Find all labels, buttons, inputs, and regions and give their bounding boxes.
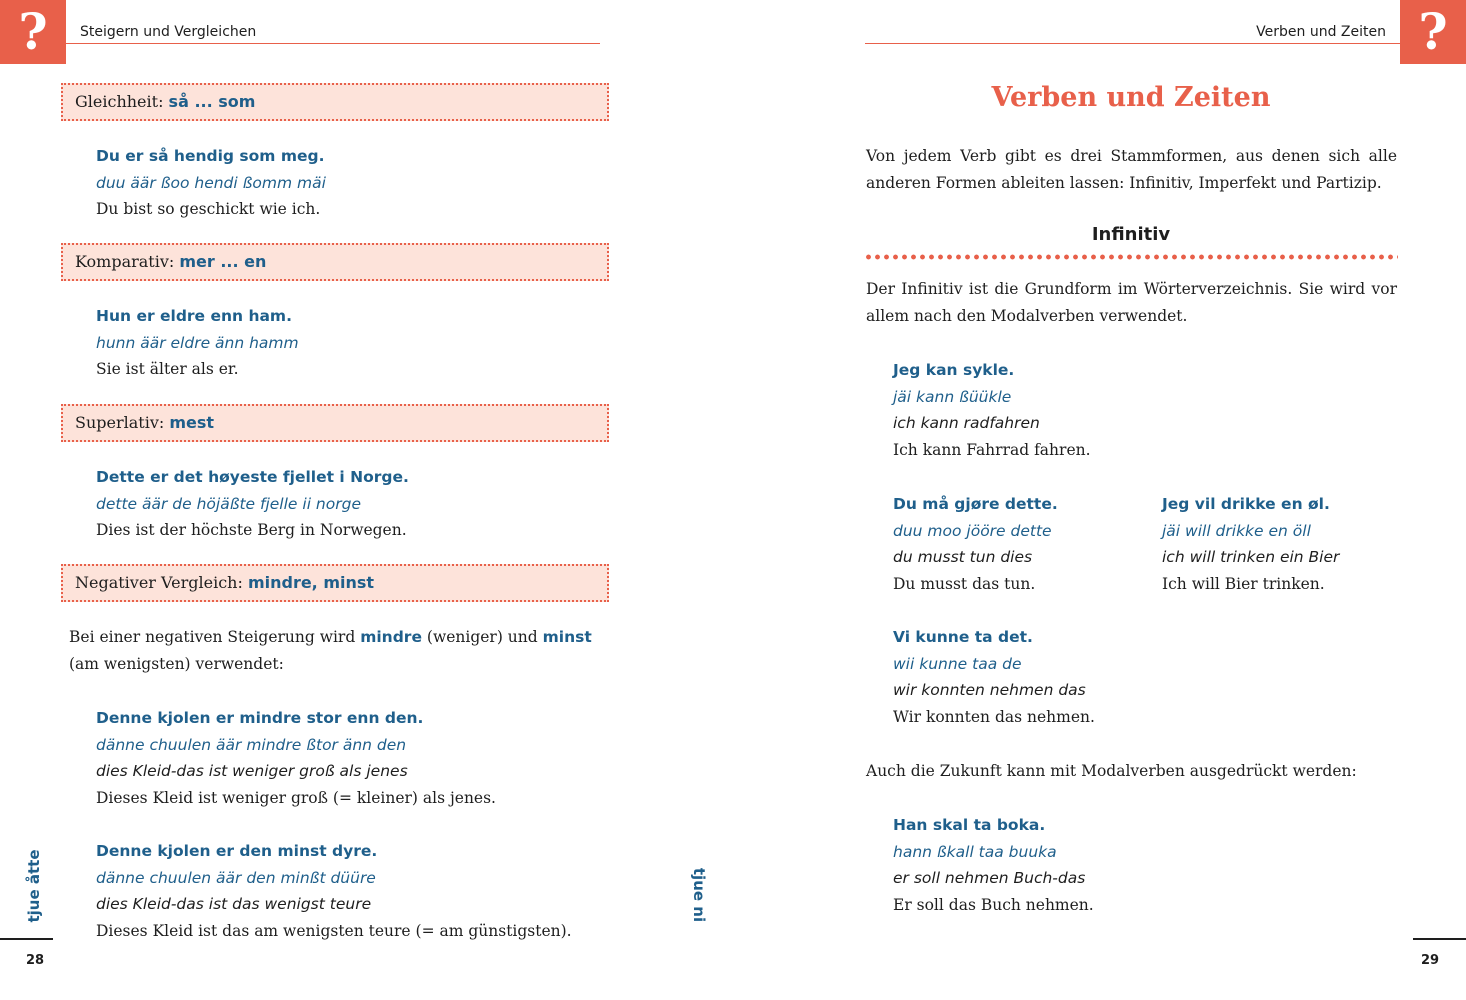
- footer-rule-left: [0, 938, 53, 940]
- future-paragraph: Auch die Zukunft kann mit Modalverben ausgedrückt werden:: [866, 762, 1357, 780]
- running-head-right: Verben und Zeiten: [1256, 24, 1386, 40]
- rule-box-equality: [61, 83, 609, 121]
- norwegian-sentence: Denne kjolen er mindre stor enn den.: [96, 709, 424, 727]
- section-title: Infinitiv: [1091, 224, 1171, 245]
- rule-label: Gleichheit:: [75, 92, 169, 111]
- section-dotted-rule: [864, 254, 1398, 260]
- pronunciation: duu äär ßoo hendi ßomm mäi: [96, 173, 326, 192]
- literal-translation: wir konnten nehmen das: [893, 681, 1086, 700]
- translation: Dieses Kleid ist weniger groß (= kleiner) als jenes.: [96, 789, 496, 808]
- rule-keyword: mer ... en: [179, 252, 267, 271]
- literal-translation: du musst tun dies: [893, 548, 1033, 567]
- translation: Ich will Bier trinken.: [1162, 575, 1325, 594]
- norwegian-sentence: Du må gjøre dette.: [893, 495, 1058, 513]
- footer-rule-right: [1413, 938, 1466, 940]
- rule-label: Komparativ:: [75, 252, 180, 271]
- chapter-title: Verben und Zeiten: [991, 82, 1271, 113]
- example-negative-comparative: [96, 705, 496, 812]
- norwegian-sentence: Vi kunne ta det.: [893, 628, 1033, 646]
- translation: Du bist so geschickt wie ich.: [96, 200, 321, 219]
- rule-keyword: mindre, minst: [247, 573, 375, 592]
- literal-translation: er soll nehmen Buch-das: [893, 869, 1086, 888]
- translation: Ich kann Fahrrad fahren.: [893, 441, 1091, 460]
- translation: Dieses Kleid ist das am wenigsten teure (= am günstigsten).: [96, 922, 572, 941]
- intro-paragraph: Von jedem Verb gibt es drei Stammformen, aus denen sich alle anderen Formen ableiten lassen: Infinitiv, Imperfekt und Partizip.: [866, 147, 1397, 192]
- pronunciation: hunn äär eldre änn hamm: [96, 333, 299, 352]
- paragraph-text: Bei einer negativen Steigerung wird: [69, 628, 361, 646]
- pronunciation: hann ßkall taa buuka: [893, 842, 1057, 861]
- keyword-mindre: mindre: [360, 628, 422, 646]
- example-kan: [893, 357, 1091, 464]
- norwegian-sentence: Dette er det høyeste fjellet i Norge.: [96, 468, 409, 486]
- example-kunne: [893, 624, 1095, 731]
- page-number-left: 28: [26, 953, 45, 968]
- page-number-words-right: tjue ni: [690, 867, 708, 923]
- norwegian-sentence: Jeg vil drikke en øl.: [1162, 495, 1330, 513]
- translation: Dies ist der höchste Berg in Norwegen.: [96, 521, 407, 540]
- pronunciation: jäi kann ßüükle: [893, 387, 1012, 406]
- literal-translation: ich will trinken ein Bier: [1162, 548, 1340, 567]
- rule-keyword: mest: [169, 413, 215, 432]
- pronunciation: dänne chuulen äär mindre ßtor änn den: [96, 735, 407, 754]
- literal-translation: ich kann radfahren: [893, 414, 1040, 433]
- paragraph-text: (am wenigsten) verwendet:: [69, 654, 284, 673]
- question-mark-badge-left: [0, 0, 66, 64]
- translation: Sie ist älter als er.: [96, 360, 239, 379]
- example-equality: [96, 143, 326, 223]
- translation: Du musst das tun.: [893, 575, 1036, 594]
- example-negative-superlative: [96, 838, 572, 945]
- paragraph-text: (weniger) und: [421, 628, 543, 646]
- header-rule-right: [865, 43, 1400, 44]
- literal-translation: dies Kleid-das ist weniger groß als jenes: [96, 762, 408, 781]
- rule-box-comparative: [61, 243, 609, 281]
- infinitive-paragraph: Der Infinitiv ist die Grundform im Wörterverzeichnis. Sie wird vor allem nach den Modalverben verwendet.: [866, 280, 1397, 325]
- rule-label: Superlativ:: [75, 413, 170, 432]
- rule-box-superlative: [61, 404, 609, 442]
- translation: Er soll das Buch nehmen.: [893, 896, 1094, 915]
- translation: Wir konnten das nehmen.: [893, 708, 1095, 727]
- pronunciation: duu moo jööre dette: [893, 521, 1052, 540]
- keyword-minst: minst: [542, 628, 592, 646]
- pronunciation: wii kunne taa de: [893, 654, 1022, 673]
- example-skal: [893, 812, 1094, 919]
- question-mark-icon: ?: [1418, 2, 1448, 61]
- pronunciation: jäi will drikke en öll: [1162, 521, 1311, 540]
- example-comparative: [96, 303, 299, 383]
- rule-label: Negativer Vergleich:: [75, 573, 248, 592]
- example-maa: [893, 491, 1058, 598]
- header-rule-left: [66, 43, 600, 44]
- literal-translation: dies Kleid-das ist das wenigst teure: [96, 895, 372, 914]
- rule-keyword: så ... som: [168, 92, 256, 111]
- question-mark-badge-right: [1400, 0, 1466, 64]
- page-number-words-left: tjue åtte: [25, 849, 43, 923]
- example-vil: [1162, 491, 1339, 598]
- question-mark-icon: ?: [18, 2, 48, 61]
- running-head-left: Steigern und Vergleichen: [80, 24, 257, 40]
- pronunciation: dette äär de höjäßte fjelle ii norge: [96, 494, 361, 513]
- norwegian-sentence: Denne kjolen er den minst dyre.: [96, 842, 378, 860]
- norwegian-sentence: Du er så hendig som meg.: [96, 147, 325, 165]
- negative-comparison-paragraph: [69, 624, 609, 677]
- rule-box-negative: [61, 564, 609, 602]
- norwegian-sentence: Han skal ta boka.: [893, 816, 1046, 834]
- page-number-right: 29: [1421, 953, 1440, 968]
- example-superlative: [96, 464, 409, 544]
- norwegian-sentence: Hun er eldre enn ham.: [96, 307, 292, 325]
- norwegian-sentence: Jeg kan sykle.: [893, 361, 1015, 379]
- pronunciation: dänne chuulen äär den minßt düüre: [96, 868, 376, 887]
